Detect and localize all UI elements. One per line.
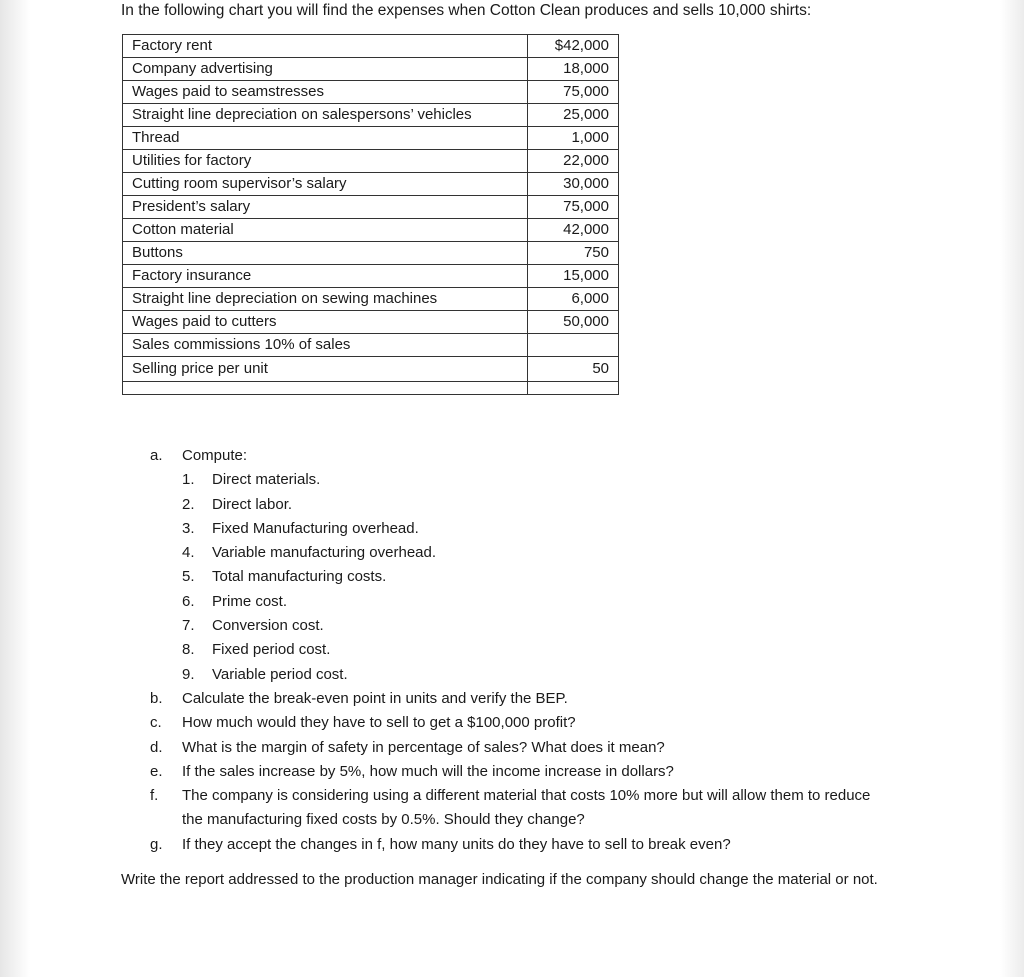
expense-label: Thread xyxy=(123,127,528,150)
item-number: 3. xyxy=(182,519,195,537)
expense-label: Buttons xyxy=(123,242,528,265)
question-text: Compute: xyxy=(182,447,248,464)
list-item xyxy=(182,541,892,565)
expense-value xyxy=(528,382,619,395)
list-item xyxy=(182,517,892,541)
item-text: Fixed Manufacturing overhead. xyxy=(212,519,419,537)
question-g xyxy=(150,833,892,857)
table-row xyxy=(123,311,619,334)
item-number: 5. xyxy=(182,568,195,586)
question-f xyxy=(150,784,892,833)
item-text: Direct materials. xyxy=(212,471,321,489)
list-item xyxy=(182,614,892,638)
compute-sublist xyxy=(150,468,892,687)
question-letter: c. xyxy=(150,714,162,732)
question-text: If the sales increase by 5%, how much will the income increase in dollars? xyxy=(182,762,674,780)
table-row xyxy=(123,242,619,265)
expense-label: President’s salary xyxy=(123,196,528,219)
expense-label xyxy=(123,382,528,395)
expense-value: 1,000 xyxy=(528,127,619,150)
item-text: Variable manufacturing overhead. xyxy=(212,544,437,562)
expense-label: Wages paid to cutters xyxy=(123,311,528,334)
expense-label: Straight line depreciation on sewing machines xyxy=(123,288,528,311)
expense-label: Straight line depreciation on salespersons’ vehicles xyxy=(123,104,528,127)
table-row xyxy=(123,104,619,127)
table-row xyxy=(123,58,619,81)
list-item xyxy=(182,565,892,589)
question-letter: d. xyxy=(150,738,163,756)
item-number: 9. xyxy=(182,665,195,683)
question-text: The company is considering using a different material that costs 10% more but will allow them to reduce the manufacturing fixed costs by 0.5%. Should they change? xyxy=(182,787,871,829)
item-number: 7. xyxy=(182,617,195,635)
table-row xyxy=(123,173,619,196)
expense-value: 22,000 xyxy=(528,150,619,173)
question-b xyxy=(150,687,892,711)
item-text: Conversion cost. xyxy=(212,617,324,635)
question-e xyxy=(150,760,892,784)
table-row xyxy=(123,288,619,311)
list-item xyxy=(182,663,892,687)
item-number: 6. xyxy=(182,592,195,610)
expenses-table xyxy=(122,34,619,395)
page-edge-shadow-right xyxy=(1000,0,1024,977)
question-letter: b. xyxy=(150,689,163,707)
item-number: 8. xyxy=(182,641,195,659)
expense-label: Cutting room supervisor’s salary xyxy=(123,173,528,196)
question-d xyxy=(150,736,892,760)
list-item xyxy=(182,638,892,662)
page-edge-shadow-left xyxy=(0,0,30,977)
expense-value xyxy=(528,334,619,357)
report-instructions: Write the report addressed to the production manager indicating if the company should change the material or not. xyxy=(121,871,878,888)
expense-label: Sales commissions 10% of sales xyxy=(123,334,528,357)
table-row xyxy=(123,81,619,104)
question-text: If they accept the changes in f, how many units do they have to sell to break even? xyxy=(182,835,731,853)
question-text: Calculate the break-even point in units and verify the BEP. xyxy=(182,689,568,707)
item-text: Direct labor. xyxy=(212,495,293,513)
question-letter: f. xyxy=(150,787,159,805)
expense-value: $42,000 xyxy=(528,35,619,58)
table-row xyxy=(123,35,619,58)
expense-value: 42,000 xyxy=(528,219,619,242)
question-c xyxy=(150,711,892,735)
expense-label: Wages paid to seamstresses xyxy=(123,81,528,104)
item-number: 4. xyxy=(182,544,195,562)
table-row xyxy=(123,357,619,382)
expense-value: 30,000 xyxy=(528,173,619,196)
expense-value: 75,000 xyxy=(528,196,619,219)
expense-value: 15,000 xyxy=(528,265,619,288)
item-text: Variable period cost. xyxy=(212,665,348,683)
item-number: 2. xyxy=(182,495,195,513)
item-text: Total manufacturing costs. xyxy=(212,568,387,586)
question-letter: e. xyxy=(150,762,163,780)
expense-label: Factory rent xyxy=(123,35,528,58)
list-item xyxy=(182,493,892,517)
table-row xyxy=(123,150,619,173)
item-number: 1. xyxy=(182,471,195,489)
table-row xyxy=(123,196,619,219)
list-item xyxy=(182,468,892,492)
question-a xyxy=(150,444,892,468)
question-text: What is the margin of safety in percentage of sales? What does it mean? xyxy=(182,738,665,756)
question-letter: a. xyxy=(150,447,163,464)
table-row xyxy=(123,265,619,288)
expense-value: 50,000 xyxy=(528,311,619,334)
item-text: Prime cost. xyxy=(212,592,288,610)
expense-label: Utilities for factory xyxy=(123,150,528,173)
table-row-empty xyxy=(123,382,619,395)
questions-list xyxy=(150,444,892,857)
expense-label: Cotton material xyxy=(123,219,528,242)
table-row xyxy=(123,219,619,242)
expense-value: 18,000 xyxy=(528,58,619,81)
item-text: Fixed period cost. xyxy=(212,641,331,659)
expense-value: 6,000 xyxy=(528,288,619,311)
question-letter: g. xyxy=(150,835,163,853)
expense-label: Company advertising xyxy=(123,58,528,81)
expense-label: Factory insurance xyxy=(123,265,528,288)
expense-value: 50 xyxy=(528,357,619,382)
expense-value: 750 xyxy=(528,242,619,265)
intro-text: In the following chart you will find the expenses when Cotton Clean produces and sells 10,000 shirts: xyxy=(121,2,812,19)
expense-value: 75,000 xyxy=(528,81,619,104)
table-row xyxy=(123,334,619,357)
list-item xyxy=(182,590,892,614)
expense-label: Selling price per unit xyxy=(123,357,528,382)
table-row xyxy=(123,127,619,150)
expense-value: 25,000 xyxy=(528,104,619,127)
question-text: How much would they have to sell to get a $100,000 profit? xyxy=(182,714,576,732)
